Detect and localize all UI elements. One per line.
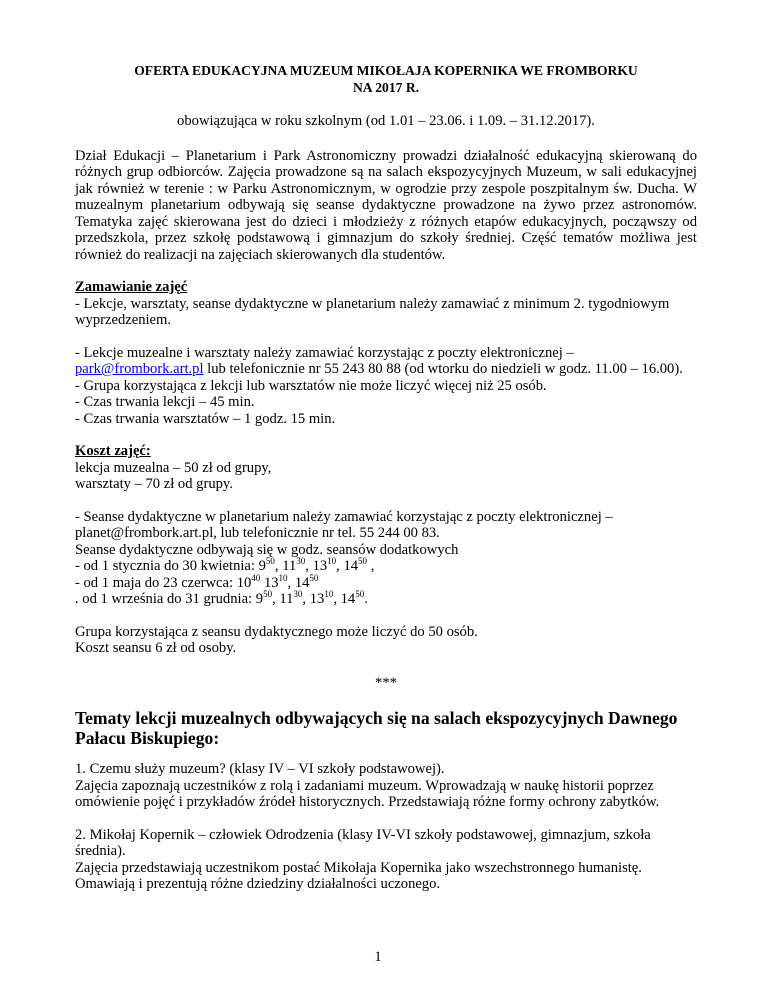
ordering-notice: - Lekcje, warsztaty, seanse dydaktyczne w planetarium należy zamawiać z minimum 2. tygodniowym wyprzedzeniem. bbox=[75, 295, 670, 328]
document-title bbox=[75, 62, 697, 96]
section-separator: *** bbox=[375, 674, 397, 691]
cost-heading: Koszt zajęć: bbox=[75, 443, 151, 459]
planetarium-schedule-intro: Seanse dydaktyczne odbywają się w godz. seansów dodatkowych bbox=[75, 541, 459, 558]
lesson-duration: - Czas trwania lekcji – 45 min. bbox=[75, 394, 255, 410]
title-line-2: NA 2017 R. bbox=[352, 80, 420, 95]
topic-1-title: 1. Czemu służy muzeum? (klasy IV – VI szkoły podstawowej). bbox=[75, 761, 445, 777]
planetarium-price: Koszt seansu 6 zł od osoby. bbox=[75, 640, 237, 656]
lessons-ordering-suffix: lub telefonicznie nr 55 243 80 88 (od wtorku do niedzieli w godz. 11.00 – 16.00). bbox=[203, 361, 683, 377]
intro-paragraph: Dział Edukacji – Planetarium i Park Astronomiczny prowadzi działalność edukacyjną skierowaną do różnych grup odbiorców. Zajęcia prowadzone są na salach ekspozycyjnych Muzeum, w sali edukacyjnej jak również w terenie : w Parku Astronomicznym, w ogrodzie przy zespole poszpitalnym św. Ducha. W muzealnym planetarium odbywają się seanse dydaktyczne prowadzone na żywo przez astronomów. Tematyka zajęć skierowana jest do dzieci i młodzieży z różnych etapów edukacyjnych, począwszy od przedszkola, przez szkołę podstawową i gimnazjum do szkoły średniej. Część tematów możliwa jest również do realizacji na zajęciach skierowanych dla studentów. bbox=[75, 147, 697, 263]
schedule-period-3: . od 1 września do 31 grudnia: $9^{50}$, $11^{30}$, $13^{10}$, $14^{50}$. bbox=[75, 589, 368, 607]
planetarium-ordering: - Seanse dydaktyczne w planetarium należy zamawiać korzystając z poczty elektronicznej – bbox=[75, 508, 613, 525]
group-limit: - Grupa korzystająca z lekcji lub warsztatów nie może liczyć więcej niż 25 osób. bbox=[75, 377, 547, 394]
ordering-heading: Zamawianie zajęć bbox=[75, 279, 188, 295]
topic-2-description: Zajęcia przedstawiają uczestnikom postać Mikołaja Kopernika jako wszechstronnego humanistę. Omawiają i prezentują różne dziedziny działalności uczonego. bbox=[75, 859, 642, 892]
planetarium-contact: planet@frombork.art.pl, lub telefonicznie nr tel. 55 244 00 83. bbox=[75, 525, 440, 541]
cost-lesson: lekcja muzealna – 50 zł od grupy, bbox=[75, 459, 272, 476]
page-number: 1 bbox=[374, 949, 382, 965]
workshop-duration: - Czas trwania warsztatów – 1 godz. 15 min. bbox=[75, 410, 336, 427]
cost-workshop: warsztaty – 70 zł od grupy. bbox=[75, 476, 233, 492]
title-line-1: OFERTA EDUKACYJNA MUZEUM MIKOŁAJA KOPERNIKA WE FROMBORKU bbox=[134, 63, 638, 78]
email-link[interactable]: park@frombork.art.pl bbox=[75, 361, 204, 377]
lessons-ordering-prefix: - Lekcje muzealne i warsztaty należy zamawiać korzystając z poczty elektronicznej – bbox=[75, 344, 574, 361]
document-page bbox=[75, 62, 697, 893]
lessons-ordering bbox=[75, 345, 697, 378]
topic-2-title: 2. Mikołaj Kopernik – człowiek Odrodzenia (klasy IV-VI szkoły podstawowej, gimnazjum, szkoła średnia). bbox=[75, 826, 651, 859]
planetarium-group-size: Grupa korzystająca z seansu dydaktycznego może liczyć do 50 osób. bbox=[75, 623, 478, 640]
topics-heading: Tematy lekcji muzealnych odbywających się na salach ekspozycyjnych Dawnego Pałacu Biskupiego: bbox=[75, 708, 678, 748]
schedule-period-2: - od 1 maja do 23 czerwca: $10^{40}$ $13^{10}$, $14^{50}$ bbox=[75, 572, 319, 591]
validity-period: obowiązująca w roku szkolnym (od 1.01 – 23.06. i 1.09. – 31.12.2017). bbox=[177, 113, 595, 129]
topic-1-description: Zajęcia zapoznają uczestników z rolą i zadaniami muzeum. Wprowadzają w naukę historii poprzez omówienie pojęć i przykładów źródeł historycznych. Przedstawiają różne formy ochrony zabytków. bbox=[75, 777, 660, 810]
schedule-period-1: - od 1 stycznia do 30 kwietnia: $9^{50}$, $11^{30}$, $13^{10}$, $14^{50}$ , bbox=[75, 556, 375, 574]
